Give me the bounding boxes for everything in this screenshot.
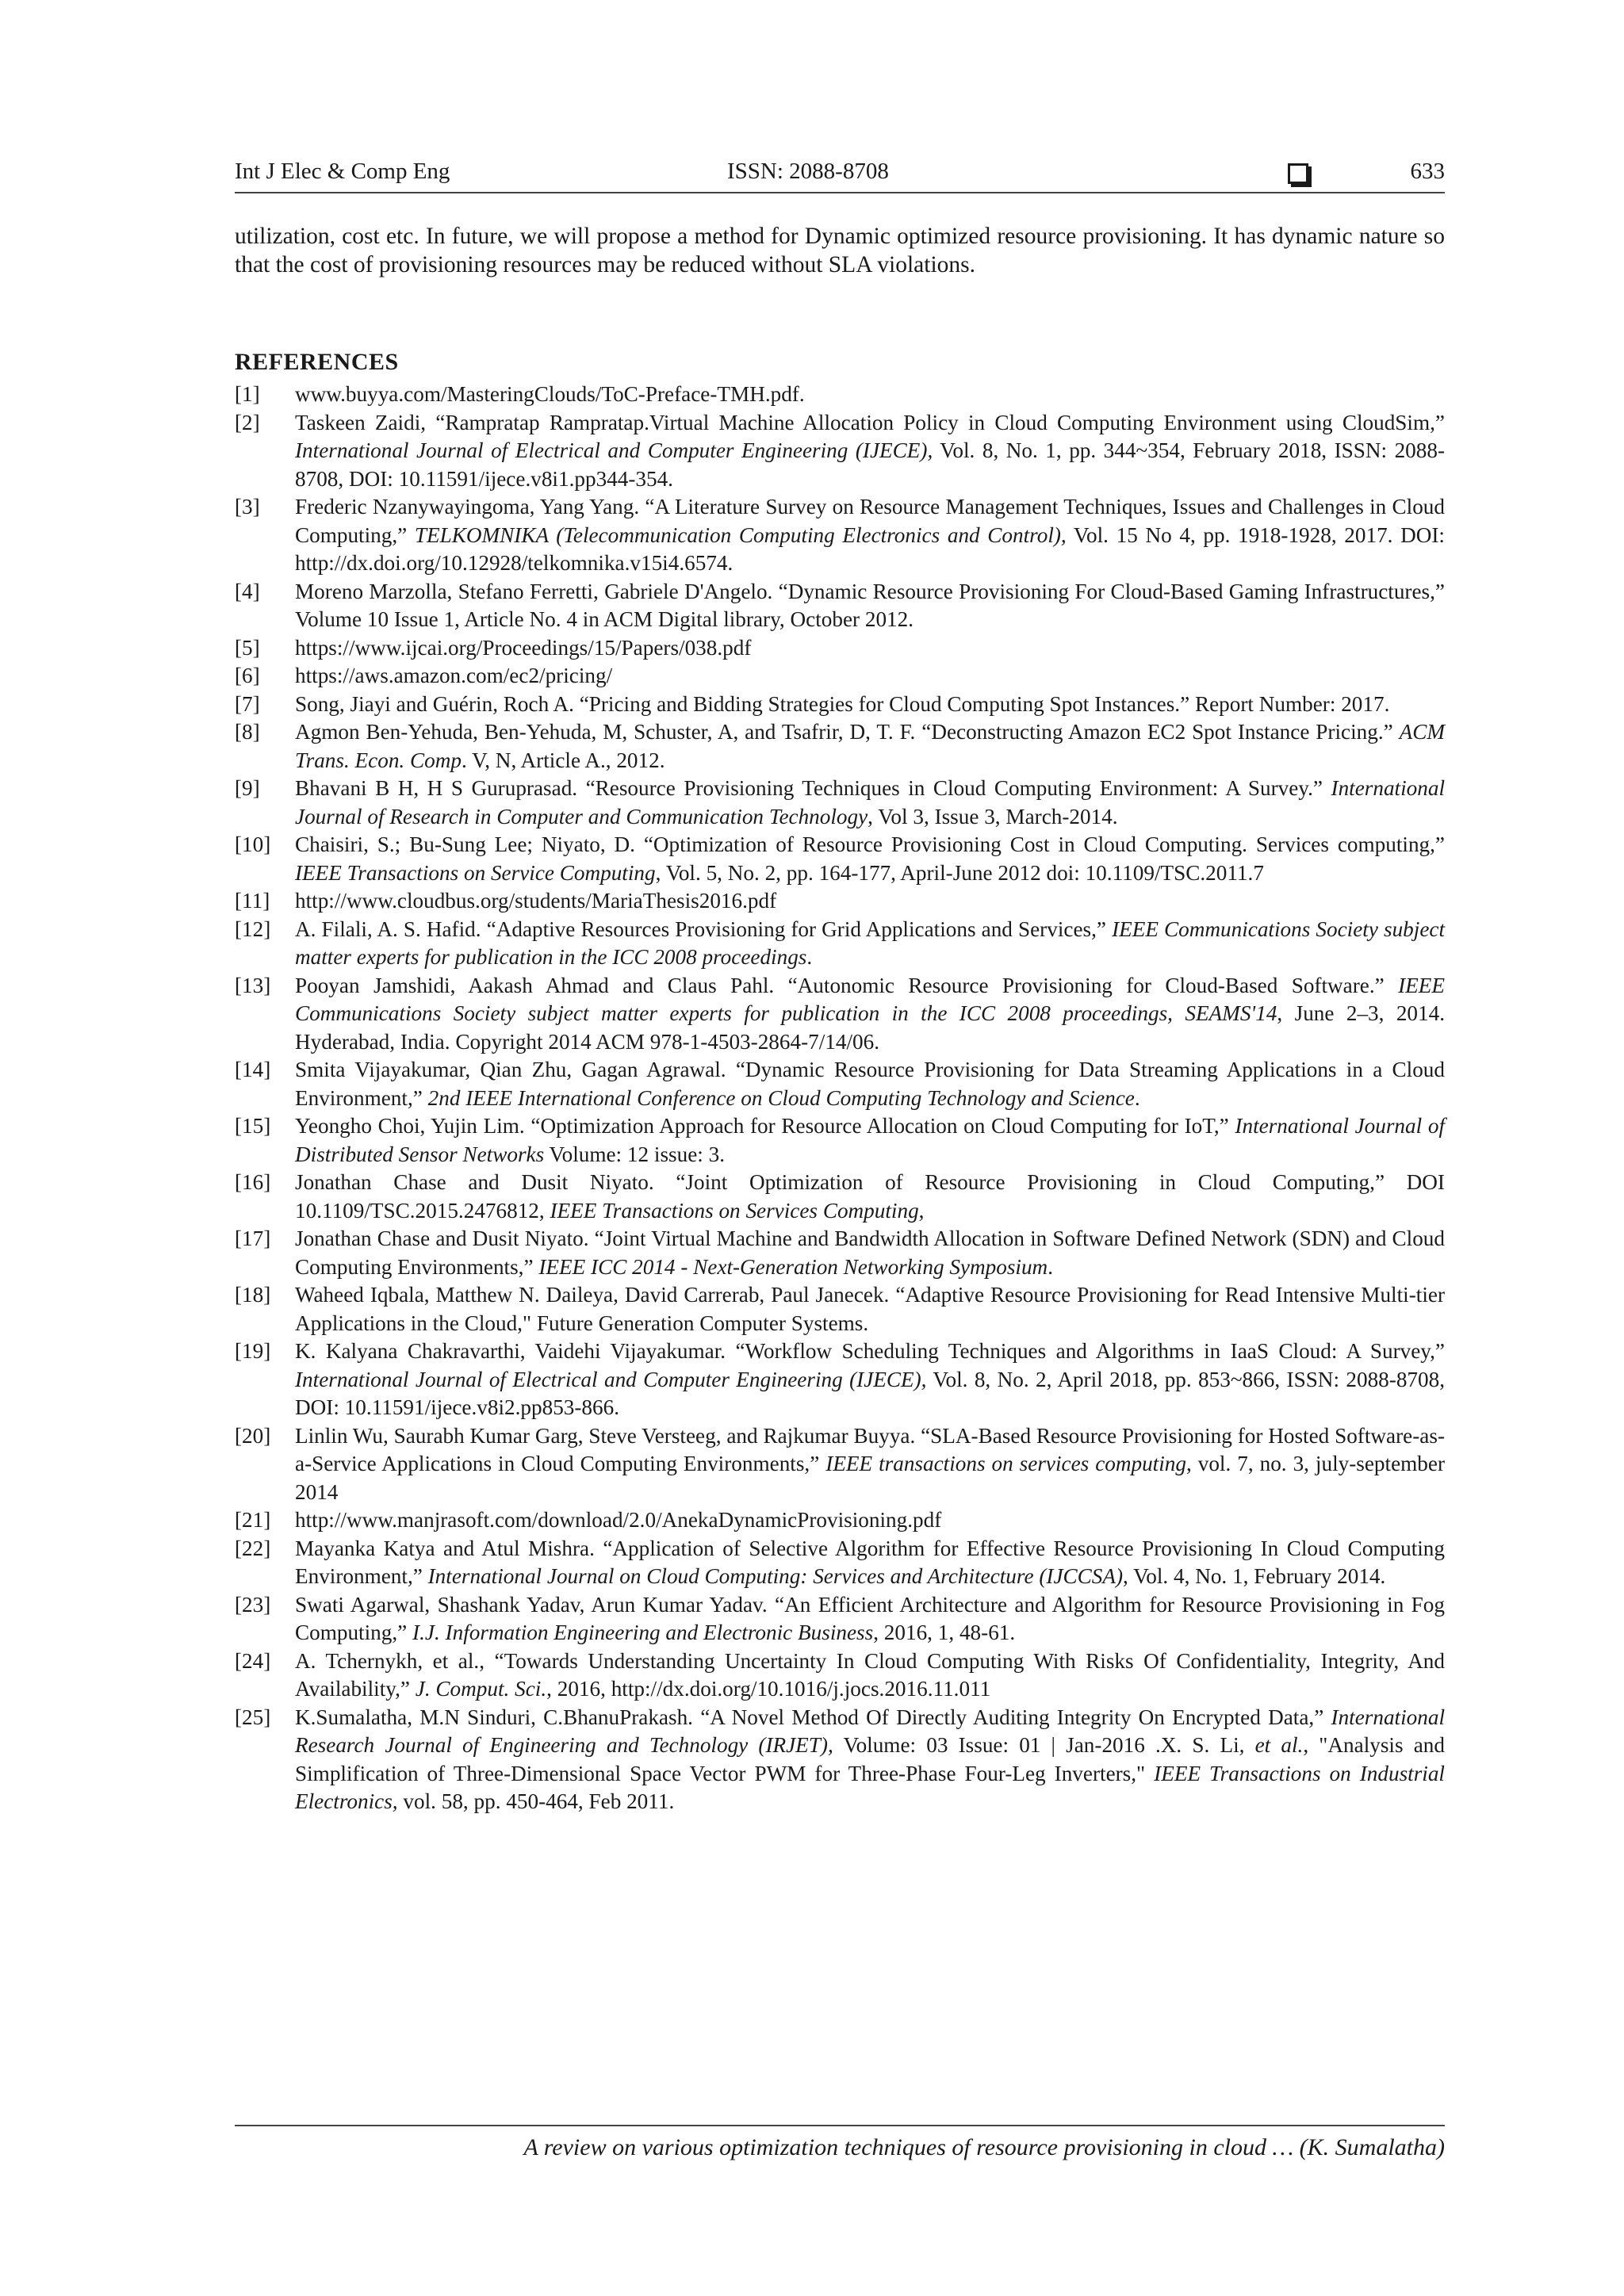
reference-venue: I.J. Information Engineering and Electronic Business xyxy=(412,1621,874,1644)
reference-number: [22] xyxy=(235,1536,271,1560)
paper-page xyxy=(235,0,1445,2296)
reference-text xyxy=(295,974,1445,1054)
reference-number: [4] xyxy=(235,579,260,603)
reference-segment: , Vol. 5, No. 2, pp. 164-177, April-June 2012 doi: 10.1109/TSC.2011.7 xyxy=(655,860,1264,885)
reference-text xyxy=(295,636,751,660)
reference-segment: . V, N, Article A., 2012. xyxy=(461,748,665,772)
reference-item xyxy=(235,662,1445,691)
reference-number: [19] xyxy=(235,1339,271,1363)
reference-segment: A. Tchernykh, et al., “Towards Understanding Uncertainty In Cloud Computing With Risks Of Confidentiality, Integrity, And Availability,” xyxy=(295,1648,1445,1701)
intro-paragraph: utilization, cost etc. In future, we will propose a method for Dynamic optimized resource provisioning. It has dynamic nature so that the cost of provisioning resources may be reduced without SLA violations. xyxy=(235,224,1445,277)
footer-rule xyxy=(235,2125,1445,2126)
reference-segment: Volume: 12 issue: 3. xyxy=(544,1142,726,1166)
reference-segment: www.buyya.com/MasteringClouds/ToC-Preface-TMH.pdf. xyxy=(295,382,805,406)
reference-number: [7] xyxy=(235,691,260,716)
reference-text xyxy=(295,889,776,913)
reference-segment: Pooyan Jamshidi, Aakash Ahmad and Claus Pahl. “Autonomic Resource Provisioning for Cloud-Based Software.” xyxy=(295,973,1399,997)
reference-segment: http://www.manjrasoft.com/download/2.0/AnekaDynamicProvisioning.pdf xyxy=(295,1508,942,1532)
reference-item xyxy=(235,972,1445,1057)
reference-item xyxy=(235,381,1445,409)
reference-segment: , 2016, http://dx.doi.org/10.1016/j.jocs.2016.11.011 xyxy=(546,1677,991,1701)
reference-text xyxy=(295,382,805,406)
reference-venue: IEEE Transactions on Service Computing xyxy=(295,860,656,885)
reference-number: [24] xyxy=(235,1648,271,1673)
reference-venue: IEEE Communications Society subject matter experts for publication in the ICC 2008 proceedings xyxy=(295,916,1446,969)
reference-venue: International Journal of Electrical and Computer Engineering (IJECE), xyxy=(295,1367,927,1391)
reference-text xyxy=(295,720,1445,772)
reference-segment: Vol. 8, No. 1, pp. 344~354, February 2018, ISSN: 2088-8708, DOI: 10.11591/ijece.v8i1.pp344-354. xyxy=(295,438,1446,491)
reference-segment: Vol. 8, No. 2, April 2018, pp. 853~866, ISSN: 2088-8708, DOI: 10.11591/ijece.v8i2.pp853-866. xyxy=(295,1367,1445,1419)
reference-item xyxy=(235,493,1445,578)
reference-segment: Volume: 03 Issue: 01 | Jan-2016 .X. S. Li xyxy=(833,1733,1239,1757)
reference-item xyxy=(235,1535,1445,1591)
reference-segment: . xyxy=(1048,1254,1053,1279)
reference-venue: IEEE Transactions on Services Computing xyxy=(550,1198,919,1223)
reference-segment: Chaisiri, S.; Bu-Sung Lee; Niyato, D. “Optimization of Resource Provisioning Cost in Cloud Computing. Services computing,” xyxy=(295,832,1445,856)
reference-item xyxy=(235,409,1445,494)
reference-item xyxy=(235,1169,1445,1225)
reference-text xyxy=(295,580,1445,632)
reference-number: [5] xyxy=(235,635,260,660)
reference-segment: Song, Jiayi and Guérin, Roch A. “Pricing and Bidding Strategies for Cloud Computing Spot Instances.” Report Number: 2017. xyxy=(295,691,1390,716)
reference-segment: , "Analysis and Simplification of Three-Dimensional Space Vector PWM for Three-Phase Four-Leg Inverters," xyxy=(295,1733,1445,1785)
reference-segment: K.Sumalatha, M.N Sinduri, C.BhanuPrakash. “A Novel Method Of Directly Auditing Integrity On Encrypted Data,” xyxy=(295,1705,1331,1729)
reference-number: [8] xyxy=(235,720,260,744)
reference-number: [2] xyxy=(235,410,260,434)
reference-venue: J. Comput. Sci. xyxy=(415,1677,547,1701)
reference-number: [16] xyxy=(235,1170,271,1194)
reference-text xyxy=(295,917,1445,970)
reference-item xyxy=(235,1422,1445,1507)
reference-segment: Bhavani B H, H S Guruprasad. “Resource Provisioning Techniques in Cloud Computing Environment: A Survey.” xyxy=(295,776,1331,800)
checkbox-square-icon xyxy=(1288,163,1308,184)
reference-text xyxy=(295,1058,1445,1110)
reference-segment: Waheed Iqbala, Matthew N. Daileya, David Carrerab, Paul Janecek. “Adaptive Resource Provisioning for Read Intensive Multi-tier Applications in the Cloud," Future Generation Computer Systems. xyxy=(295,1283,1445,1335)
reference-item xyxy=(235,831,1445,887)
reference-segment: Agmon Ben-Yehuda, Ben-Yehuda, M, Schuster, A, and Tsafrir, D, T. F. “Deconstructing Amazon EC2 Spot Instance Pricing.” xyxy=(295,720,1400,744)
reference-segment: , xyxy=(918,1198,925,1223)
reference-text xyxy=(295,1536,1445,1589)
reference-venue: IEEE ICC 2014 - Next-Generation Networking Symposium xyxy=(538,1254,1048,1279)
reference-list xyxy=(235,381,1445,1816)
reference-number: [15] xyxy=(235,1114,271,1138)
references-heading: REFERENCES xyxy=(235,349,399,375)
reference-segment: , Vol. 4, No. 1, February 2014. xyxy=(1123,1564,1386,1588)
reference-segment: A. Filali, A. S. Hafid. “Adaptive Resources Provisioning for Grid Applications and Services,” xyxy=(295,916,1113,941)
reference-text xyxy=(295,1508,941,1532)
reference-number: [21] xyxy=(235,1508,271,1532)
reference-item xyxy=(235,916,1445,972)
reference-segment: K. Kalyana Chakravarthi, Vaidehi Vijayakumar. “Workflow Scheduling Techniques and Algorithms in IaaS Cloud: A Survey,” xyxy=(295,1339,1445,1363)
reference-number: [11] xyxy=(235,889,270,913)
reference-venue: International Journal of Distributed Sensor Networks xyxy=(295,1114,1445,1166)
reference-item xyxy=(235,1704,1445,1816)
reference-segment: Jonathan Chase and Dusit Niyato. “Joint Virtual Machine and Bandwidth Allocation in Software Defined Network (SDN) and Cloud Computing Environments,” xyxy=(295,1226,1445,1279)
reference-number: [1] xyxy=(235,382,260,406)
reference-segment: Swati Agarwal, Shashank Yadav, Arun Kumar Yadav. “An Efficient Architecture and Algorithm for Resource Provisioning in Fog Computing,” xyxy=(295,1592,1445,1644)
reference-text xyxy=(295,1593,1445,1645)
reference-venue: TELKOMNIKA (Telecommunication Computing Electronics and Control), xyxy=(414,522,1067,547)
reference-number: [20] xyxy=(235,1423,271,1448)
reference-item xyxy=(235,1506,1445,1535)
reference-item xyxy=(235,1112,1445,1169)
reference-text xyxy=(295,1649,1445,1701)
reference-venue: International Research Journal of Engineering and Technology (IRJET), xyxy=(295,1705,1445,1757)
reference-number: [14] xyxy=(235,1058,271,1081)
reference-venue: International Journal on Cloud Computing: Services and Architecture (IJCCSA) xyxy=(427,1564,1124,1588)
reference-segment: Frederic Nzanywayingoma, Yang Yang. “A Literature Survey on Resource Management Techniques, Issues and Challenges in Cloud Computing,” xyxy=(295,495,1445,547)
reference-number: [18] xyxy=(235,1283,271,1307)
reference-venue: 2nd IEEE International Conference on Cloud Computing Technology and Science xyxy=(427,1085,1135,1110)
reference-segment: Yeongho Choi, Yujin Lim. “Optimization Approach for Resource Allocation on Cloud Computing for IoT,” xyxy=(295,1114,1235,1138)
reference-segment: https://aws.amazon.com/ec2/pricing/ xyxy=(295,664,613,687)
reference-segment: , vol. 7, no. 3, july-september 2014 xyxy=(295,1452,1445,1504)
reference-text xyxy=(295,1226,1445,1279)
reference-text xyxy=(295,1424,1445,1504)
reference-segment: , June 2–3, 2014. Hyderabad, India. Copyright 2014 ACM 978-1-4503-2864-7/14/06. xyxy=(295,1001,1446,1054)
reference-item xyxy=(235,887,1445,916)
reference-text xyxy=(295,495,1445,575)
reference-segment: vol. 58, pp. 450-464, Feb 2011. xyxy=(397,1789,675,1813)
reference-item xyxy=(235,634,1445,663)
reference-segment: Jonathan Chase and Dusit Niyato. “Joint Optimization of Resource Provisioning in Cloud Computing,” DOI 10.1109/TSC.2015.2476812, xyxy=(295,1170,1445,1223)
page-number: 633 xyxy=(1410,159,1445,184)
reference-number: [9] xyxy=(235,776,260,800)
reference-text xyxy=(295,776,1445,828)
reference-segment: , 2016, 1, 48-61. xyxy=(873,1621,1016,1644)
reference-segment: . xyxy=(806,945,813,969)
reference-text xyxy=(295,1705,1445,1814)
reference-number: [25] xyxy=(235,1705,271,1729)
reference-text xyxy=(295,692,1389,716)
reference-venue: IEEE Communications Society subject matter experts for publication in the ICC 2008 proceedings, SEAMS'14 xyxy=(295,973,1445,1025)
reference-segment: Moreno Marzolla, Stefano Ferretti, Gabriele D'Angelo. “Dynamic Resource Provisioning For Cloud-Based Gaming Infrastructures,” Volume 10 Issue 1, Article No. 4 in ACM Digital library, October 2012. xyxy=(295,579,1445,631)
reference-item xyxy=(235,1056,1445,1112)
reference-segment: . xyxy=(1134,1085,1140,1110)
reference-item xyxy=(235,578,1445,634)
reference-segment: Vol. 15 No 4, pp. 1918-1928, 2017. DOI: http://dx.doi.org/10.12928/telkomnika.v15i4.6574. xyxy=(295,522,1445,575)
reference-segment: http://www.cloudbus.org/students/MariaThesis2016.pdf xyxy=(295,889,777,913)
reference-text xyxy=(295,664,612,687)
reference-number: [17] xyxy=(235,1226,271,1250)
reference-venue: ACM Trans. Econ. Comp xyxy=(295,720,1445,772)
reference-text xyxy=(295,1170,1445,1223)
reference-number: [13] xyxy=(235,973,271,997)
reference-venue: IEEE transactions on services computing xyxy=(825,1452,1186,1475)
reference-item xyxy=(235,1591,1445,1647)
reference-segment: Taskeen Zaidi, “Rampratap Rampratap.Virtual Machine Allocation Policy in Cloud Computing Environment using CloudSim,” xyxy=(295,410,1445,434)
issn: ISSN: 2088-8708 xyxy=(727,159,889,184)
reference-text xyxy=(295,832,1445,885)
reference-number: [23] xyxy=(235,1592,271,1617)
reference-venue: International Journal of Research in Computer and Communication Technology xyxy=(295,776,1445,828)
reference-segment: Mayanka Katya and Atul Mishra. “Application of Selective Algorithm for Effective Resource Provisioning In Cloud Computing Environment,” xyxy=(295,1536,1445,1588)
reference-item xyxy=(235,1281,1445,1337)
reference-number: [12] xyxy=(235,916,271,941)
reference-number: [3] xyxy=(235,495,260,519)
reference-number: [10] xyxy=(235,832,271,856)
reference-segment: Linlin Wu, Saurabh Kumar Garg, Steve Versteeg, and Rajkumar Buyya. “SLA-Based Resource Provisioning for Hosted Software-as-a-Service Applications in Cloud Computing Environments,” xyxy=(295,1423,1445,1475)
reference-text xyxy=(295,1114,1445,1166)
reference-text xyxy=(295,1339,1445,1419)
footer-title: A review on various optimization techniques of resource provisioning in cloud … (K. Sumalatha) xyxy=(523,2134,1445,2160)
reference-item xyxy=(235,1647,1445,1704)
reference-item xyxy=(235,1225,1445,1281)
reference-number: [6] xyxy=(235,664,260,687)
journal-name: Int J Elec & Comp Eng xyxy=(235,159,450,184)
reference-segment: , Vol 3, Issue 3, March-2014. xyxy=(868,804,1118,828)
running-header xyxy=(235,155,1445,193)
reference-segment: Smita Vijayakumar, Qian Zhu, Gagan Agrawal. “Dynamic Resource Provisioning for Data Streaming Applications in a Cloud Environment,” xyxy=(295,1058,1445,1110)
reference-venue: , et al. xyxy=(1239,1733,1304,1757)
reference-item xyxy=(235,691,1445,719)
reference-item xyxy=(235,775,1445,831)
reference-venue: IEEE Transactions on Industrial Electronics, xyxy=(295,1761,1445,1813)
reference-venue: International Journal of Electrical and Computer Engineering (IJECE), xyxy=(295,438,933,462)
reference-item xyxy=(235,718,1445,775)
reference-segment: https://www.ijcai.org/Proceedings/15/Papers/038.pdf xyxy=(295,635,752,660)
reference-text xyxy=(295,411,1445,491)
reference-text xyxy=(295,1283,1445,1335)
reference-item xyxy=(235,1337,1445,1422)
